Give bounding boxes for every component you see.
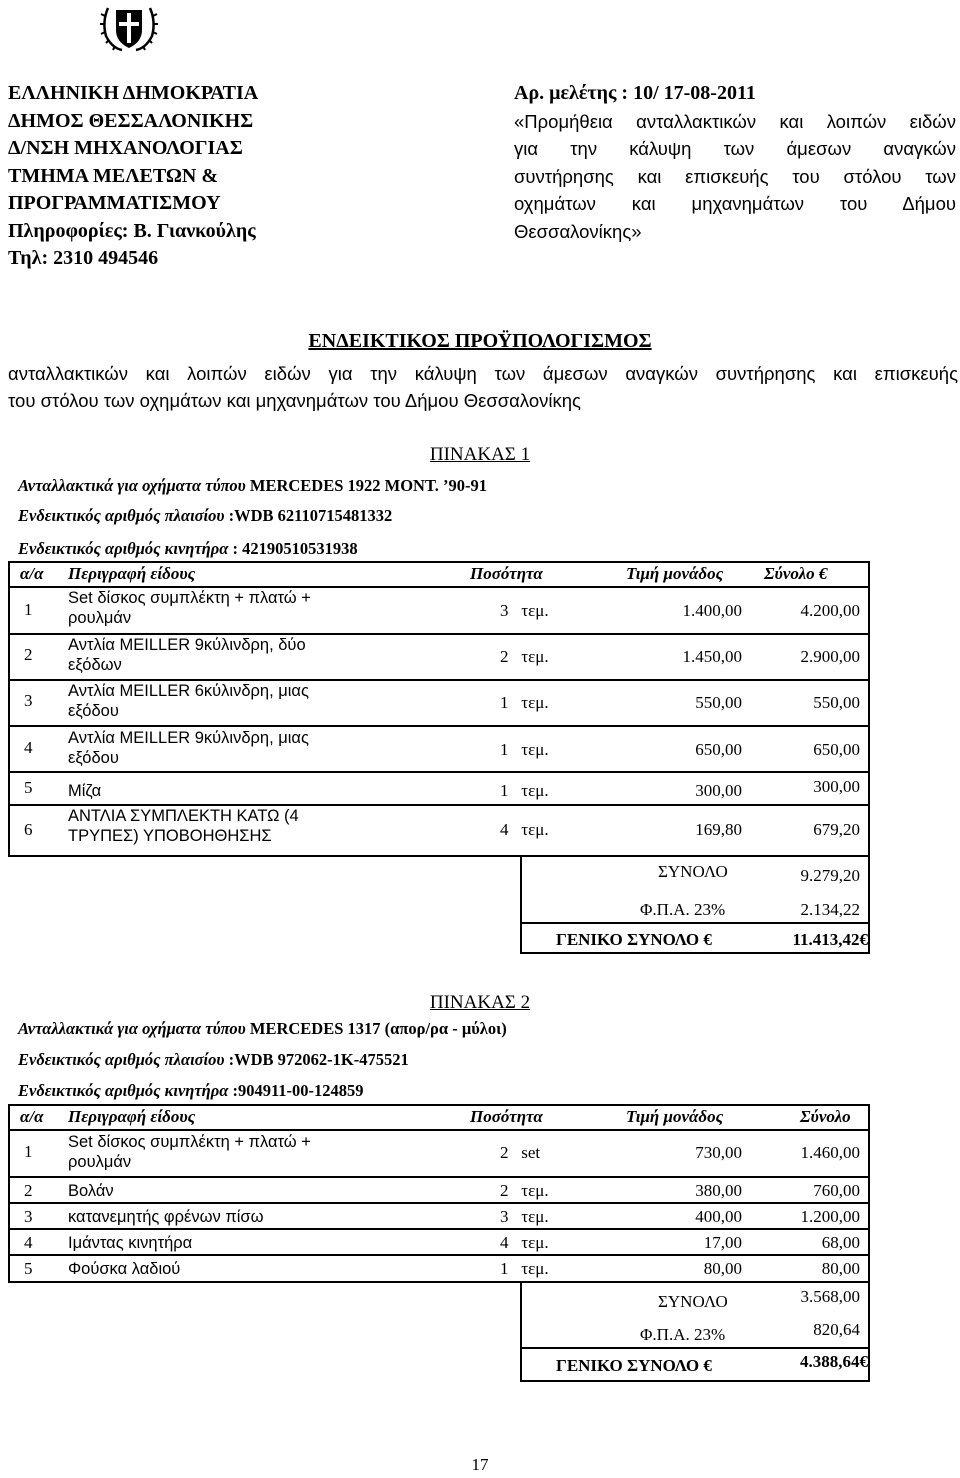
desc-line: ΤΡΥΠΕΣ) ΥΠΟΒΟΗΘΗΣΗΣ <box>68 827 272 845</box>
table1-row-desc <box>68 781 101 801</box>
table1-chassis-info <box>18 506 392 526</box>
table1-border <box>8 586 870 588</box>
table1-totals-border <box>520 952 870 954</box>
desc-line: ρουλμάν <box>68 609 132 627</box>
table2-row-total: 1.200,00 <box>800 1207 860 1226</box>
qty: 1 <box>500 693 509 712</box>
table1-totals-border <box>520 922 870 924</box>
page-number: 17 <box>471 1455 489 1474</box>
table2-header-quantity: Ποσότητα <box>470 1107 543 1126</box>
table2-row-qty <box>500 1233 549 1253</box>
table1-border <box>8 679 870 681</box>
qty: 2 <box>500 647 509 666</box>
header-line-4: ΤΜΗΜΑ ΜΕΛΕΤΩΝ & <box>8 164 218 187</box>
table1-header-unit-price: Τιμή μονάδος <box>626 564 724 583</box>
desc-line: Αντλία MEILLER 9κύλινδρη, δύο <box>68 636 306 654</box>
table1-row-qty <box>500 647 549 667</box>
unit: τεμ. <box>521 1207 549 1226</box>
table2-row-desc <box>68 1207 263 1227</box>
table2-border <box>8 1104 870 1106</box>
header-line-3: Δ/ΝΣΗ ΜΗΧΑΝΟΛΟΓΙΑΣ <box>8 137 243 159</box>
table1-row-qty <box>500 693 549 713</box>
table1-row-total: 300,00 <box>813 777 860 796</box>
table2-chassis-value: :WDB 972062-1K-475521 <box>228 1050 409 1069</box>
table1-row-no: 4 <box>24 738 33 757</box>
desc-line: κατανεμητής φρένων πίσω <box>68 1208 264 1226</box>
table1-row-desc <box>68 728 309 768</box>
table1-row-no: 6 <box>24 820 33 839</box>
table1-title: ΠΙΝΑΚΑΣ 1 <box>429 444 531 465</box>
table2-row-total: 760,00 <box>813 1181 860 1200</box>
document-description <box>8 360 958 414</box>
table1-header-total: Σύνολο € <box>764 564 828 583</box>
desc-line: ΑΝΤΛΙΑ ΣΥΜΠΛΕΚΤΗ ΚΑΤΩ (4 <box>68 807 299 825</box>
table1-totals-border <box>520 855 522 953</box>
table2-totals-border <box>520 1281 522 1381</box>
table2-engine-value: :904911-00-124859 <box>232 1081 364 1100</box>
table2-row-price: 730,00 <box>695 1143 742 1162</box>
table2-row-desc <box>68 1132 311 1172</box>
table2-engine-label: Ενδεικτικός αριθμός κινητήρα <box>18 1081 229 1100</box>
table2-vat-value: 820,64 <box>813 1320 860 1339</box>
table1-border <box>8 804 870 806</box>
desc-line: Set δίσκος συμπλέκτη + πλατώ + <box>68 589 311 607</box>
table2-row-total: 68,00 <box>821 1233 860 1252</box>
table1-border <box>868 561 870 856</box>
desc-line: Φούσκα λαδιού <box>68 1260 181 1278</box>
table2-grand-total-value: 4.388,64€ <box>800 1352 868 1371</box>
table2-row-price: 80,00 <box>703 1259 742 1278</box>
table1-border <box>8 771 870 773</box>
table1-row-price: 169,80 <box>695 820 742 839</box>
desc-line: Μίζα <box>68 782 102 800</box>
table2-row-no: 2 <box>24 1181 33 1200</box>
table1-engine-info <box>18 539 358 559</box>
table1-row-qty <box>500 740 549 760</box>
desc-line: ρουλμάν <box>68 1153 132 1171</box>
table1-chassis-value: :WDB 62110715481332 <box>228 506 393 525</box>
qty: 2 <box>500 1181 509 1200</box>
table1-sum-value: 9.279,20 <box>800 866 860 885</box>
table2-chassis-info <box>18 1050 409 1070</box>
table1-row-desc <box>68 588 311 628</box>
qty: 3 <box>500 1207 509 1226</box>
qty: 1 <box>500 781 509 800</box>
table1-engine-label: Ενδεικτικός αριθμός κινητήρα <box>18 539 229 558</box>
table1-header-description: Περιγραφή είδους <box>68 564 196 583</box>
header-line-2: ΔΗΜΟΣ ΘΕΣΣΑΛΟΝΙΚΗΣ <box>8 109 254 132</box>
table1-row-price: 300,00 <box>695 781 742 800</box>
header-line-5: ΠΡΟΓΡΑΜΜΑΤΙΣΜΟΥ <box>8 192 221 214</box>
desc-line: εξόδων <box>68 656 122 674</box>
table2-header-total: Σύνολο <box>800 1107 851 1126</box>
desc-line: Set δίσκος συμπλέκτη + πλατώ + <box>68 1133 311 1151</box>
table1-row-qty <box>500 820 549 840</box>
table2-row-desc <box>68 1181 114 1201</box>
qty: 4 <box>500 1233 509 1252</box>
unit: τεμ. <box>521 1233 549 1252</box>
table1-row-no: 3 <box>24 691 33 710</box>
table2-row-no: 4 <box>24 1233 33 1252</box>
table2-row-qty <box>500 1143 540 1163</box>
table2-row-price: 17,00 <box>703 1233 742 1252</box>
qty: 1 <box>500 1259 509 1278</box>
table2-border <box>8 1254 870 1256</box>
table1-row-total: 4.200,00 <box>800 601 860 620</box>
table1-row-desc <box>68 681 309 721</box>
table1-grand-total-value: 11.413,42€ <box>792 930 868 949</box>
table2-engine-info <box>18 1081 364 1101</box>
unit: τεμ. <box>521 693 549 712</box>
table2-header-no: α/α <box>20 1107 44 1126</box>
document-title: ΕΝΔΕΙΚΤΙΚΟΣ ΠΡΟΫΠΟΛΟΓΙΣΜΟΣ <box>308 330 652 352</box>
table2-chassis-label: Ενδεικτικός αριθμός πλαισίου <box>18 1050 225 1069</box>
table1-row-price: 1.400,00 <box>682 601 742 620</box>
table2-row-desc <box>68 1259 180 1279</box>
subject-line-2: για την κάλυψη των άμεσων αναγκών <box>514 138 956 159</box>
table2-sum-value: 3.568,00 <box>800 1287 860 1306</box>
table2-row-no: 5 <box>24 1259 33 1278</box>
qty: 3 <box>500 601 509 620</box>
qty: 2 <box>500 1143 509 1162</box>
unit: τεμ. <box>521 647 549 666</box>
qty: 1 <box>500 740 509 759</box>
table2-sum-label: ΣΥΝΟΛΟ <box>658 1292 728 1311</box>
desc-line: Αντλία MEILLER 9κύλινδρη, μιας <box>68 729 309 747</box>
table2-totals-border <box>520 1380 870 1382</box>
table1-border <box>8 561 870 563</box>
unit: τεμ. <box>521 1259 549 1278</box>
table1-row-desc <box>68 806 299 846</box>
study-header <box>514 80 956 245</box>
table1-grand-total-label: ΓΕΝΙΚΟ ΣΥΝΟΛΟ € <box>556 930 712 949</box>
subject-line-4: οχημάτων και μηχανημάτων του Δήμου <box>514 193 956 214</box>
table1-border <box>8 633 870 635</box>
unit: τεμ. <box>521 781 549 800</box>
table1-sum-label: ΣΥΝΟΛΟ <box>658 862 728 881</box>
desc-line: Βολάν <box>68 1182 114 1200</box>
header-line-6: Πληροφορίες: Β. Γιανκούλης <box>8 219 256 242</box>
table1-border <box>8 855 870 857</box>
table1-row-price: 1.450,00 <box>682 647 742 666</box>
desc-line: εξόδου <box>68 749 119 767</box>
table1-header-no: α/α <box>20 564 44 583</box>
table1-row-qty <box>500 601 549 621</box>
table2-border <box>868 1104 870 1282</box>
table2-row-price: 400,00 <box>695 1207 742 1226</box>
table1-row-total: 2.900,00 <box>800 647 860 666</box>
unit: set <box>521 1143 541 1162</box>
unit: τεμ. <box>521 740 549 759</box>
subject-line-3: συντήρησης και επισκευής του στόλου των <box>514 165 956 187</box>
subject-line-5: Θεσσαλονίκης» <box>514 220 642 242</box>
header-line-7: Τηλ: 2310 494546 <box>8 247 159 269</box>
table2-vehicle-label: Ανταλλακτικά για οχήματα τύπου <box>18 1019 246 1038</box>
table1-border <box>8 561 10 856</box>
qty: 4 <box>500 820 509 839</box>
subject-line-1: «Προμήθεια ανταλλακτικών και λοιπών ειδών <box>514 110 956 132</box>
table2-row-no: 1 <box>24 1142 33 1161</box>
table1-vat-value: 2.134,22 <box>800 900 860 919</box>
table2-border <box>8 1129 870 1131</box>
table2-totals-border <box>868 1281 870 1381</box>
table2-vehicle-value: MERCEDES 1317 (απορ/ρα - μύλοι) <box>249 1019 507 1038</box>
table2-row-no: 3 <box>24 1207 33 1226</box>
table2-row-total: 1.460,00 <box>800 1143 860 1162</box>
table2-totals-border <box>520 1347 870 1349</box>
table1-row-total: 650,00 <box>813 740 860 759</box>
table1-row-no: 2 <box>24 645 33 664</box>
issuer-header <box>8 80 258 273</box>
description-line-1: ανταλλακτικών και λοιπών ειδών για την κάλυψη των άμεσων αναγκών συντήρησης και επισκευής <box>8 363 958 384</box>
table2-border <box>8 1228 870 1230</box>
table1-chassis-label: Ενδεικτικός αριθμός πλαισίου <box>18 506 225 525</box>
greek-coat-of-arms-emblem <box>100 2 158 59</box>
table1-engine-value: : 4219051053193​8 <box>232 539 358 558</box>
table1-row-qty <box>500 781 549 801</box>
table1-row-price: 650,00 <box>695 740 742 759</box>
desc-line: Ιμάντας κινητήρα <box>68 1234 193 1252</box>
table1-vehicle-info <box>18 476 487 496</box>
unit: τεμ. <box>521 601 549 620</box>
table2-row-desc <box>68 1233 192 1253</box>
table2-row-qty <box>500 1259 549 1279</box>
table1-totals-border <box>868 855 870 953</box>
table2-row-price: 380,00 <box>695 1181 742 1200</box>
table1-vehicle-label: Ανταλλακτικά για οχήματα τύπου <box>18 476 246 495</box>
table1-row-total: 679,20 <box>813 820 860 839</box>
table2-row-qty <box>500 1181 549 1201</box>
table1-border <box>8 725 870 727</box>
table2-row-total: 80,00 <box>821 1259 860 1278</box>
unit: τεμ. <box>521 1181 549 1200</box>
table2-row-qty <box>500 1207 549 1227</box>
table2-border <box>8 1281 870 1283</box>
description-line-2: του στόλου των οχημάτων και μηχανημάτων του Δήμου Θεσσαλονίκης <box>8 390 581 411</box>
study-number: Αρ. μελέτης : 10/ 17-08-2011 <box>514 82 756 104</box>
table1-row-desc <box>68 635 306 675</box>
table1-row-price: 550,00 <box>695 693 742 712</box>
table2-title: ΠΙΝΑΚΑΣ 2 <box>429 992 531 1013</box>
table1-row-no: 5 <box>24 778 33 797</box>
table2-border <box>8 1202 870 1204</box>
table1-vehicle-value: MERCEDES 1922 ΜΟΝΤ. ’90-91 <box>249 476 487 495</box>
table2-border <box>8 1176 870 1178</box>
table2-grand-total-label: ΓΕΝΙΚΟ ΣΥΝΟΛΟ € <box>556 1356 712 1375</box>
table1-row-total: 550,00 <box>813 693 860 712</box>
header-line-1: ΕΛΛΗΝΙΚΗ ΔΗΜΟΚΡΑΤΙΑ <box>8 82 259 104</box>
table1-header-quantity: Ποσότητα <box>470 564 543 583</box>
table2-header-description: Περιγραφή είδους <box>68 1107 196 1126</box>
unit: τεμ. <box>521 820 549 839</box>
table2-vehicle-info <box>18 1019 507 1039</box>
table2-border <box>8 1104 10 1282</box>
table1-vat-label: Φ.Π.Α. 23% <box>640 900 726 919</box>
desc-line: εξόδου <box>68 702 119 720</box>
table2-vat-label: Φ.Π.Α. 23% <box>640 1325 726 1344</box>
desc-line: Αντλία MEILLER 6κύλινδρη, μιας <box>68 682 309 700</box>
table1-row-no: 1 <box>24 600 33 619</box>
table2-header-unit-price: Τιμή μονάδος <box>626 1107 724 1126</box>
